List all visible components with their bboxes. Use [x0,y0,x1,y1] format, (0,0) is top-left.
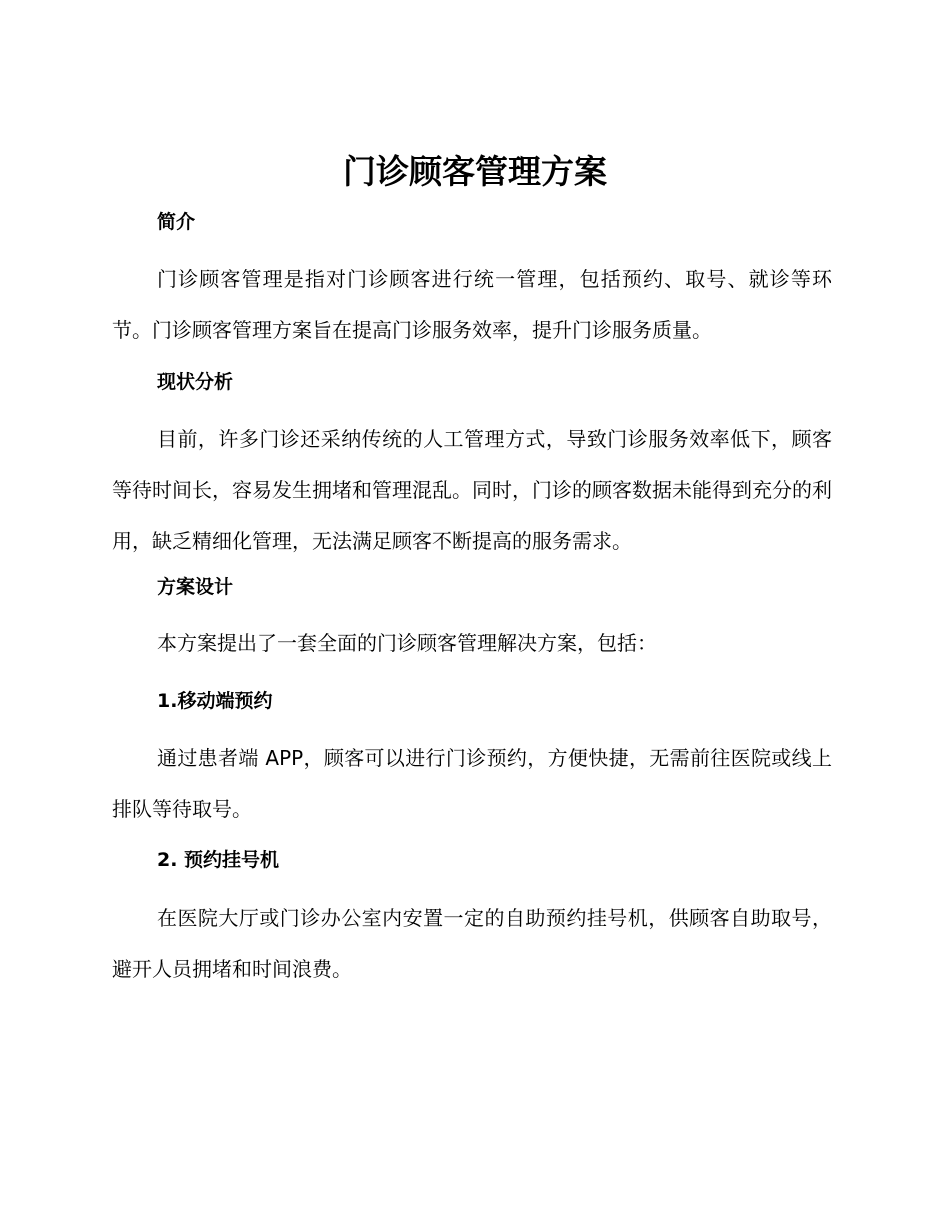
section-body-intro: 门诊顾客管理是指对门诊顾客进行统一管理，包括预约、取号、就诊等环节。门诊顾客管理方案旨在提高门诊服务效率，提升门诊服务质量。 [112,267,832,342]
section-heading-kiosk: 2. 预约挂号机 [157,849,280,871]
section-heading-intro: 简介 [157,211,196,233]
section-heading-design: 方案设计 [157,576,234,598]
document-title: 门诊顾客管理方案 [343,152,607,191]
section-body-mobile: 通过患者端 APP，顾客可以进行门诊预约，方便快捷，无需前往医院或线上排队等待取号。 [112,746,832,821]
section-heading-mobile: 1.移动端预约 [157,690,273,712]
section-heading-status: 现状分析 [157,371,234,393]
section-body-status: 目前，许多门诊还采纳传统的人工管理方式，导致门诊服务效率低下，顾客等待时间长，容易发生拥堵和管理混乱。同时，门诊的顾客数据未能得到充分的利用，缺乏精细化管理，无法满足顾客不断提高的服务需求。 [112,427,832,553]
section-body-design: 本方案提出了一套全面的门诊顾客管理解决方案，包括： [157,631,657,655]
section-body-kiosk: 在医院大厅或门诊办公室内安置一定的自助预约挂号机，供顾客自助取号，避开人员拥堵和时间浪费。 [112,906,832,981]
